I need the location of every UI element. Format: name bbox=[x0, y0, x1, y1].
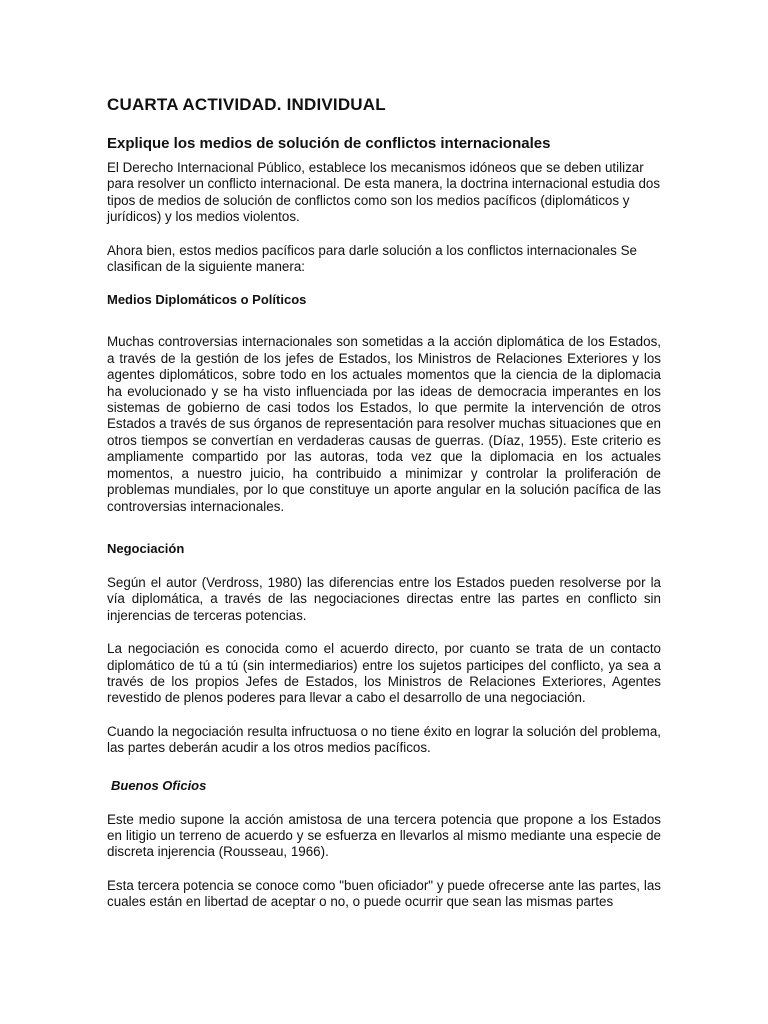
intro-paragraph-1: El Derecho Internacional Público, establece los mecanismos idóneos que se deben utilizar para resolver un conflicto internacional. De esta manera, la doctrina internacional estudia dos tipos de medios de solución de conflictos como son los medios pacíficos (diplomáticos y jurídicos) y los medios violentos. bbox=[107, 160, 661, 225]
negociacion-paragraph-3: Cuando la negociación resulta infructuosa o no tiene éxito en lograr la solución del problema, las partes deberán acudir a los otros medios pacíficos. bbox=[107, 723, 661, 756]
section-heading-buenos-oficios: Buenos Oficios bbox=[111, 777, 207, 793]
negociacion-paragraph-2: La negociación es conocida como el acuerdo directo, por cuanto se trata de un contacto diplomático de tú a tú (sin intermediarios) entre los sujetos participes del conflicto, ya sea a través de los propios Jefes de Estados, los Ministros de Relaciones Exteriores, Agentes revestido de plenos poderes para llevar a cabo el desarrollo de una negociación. bbox=[107, 641, 661, 706]
negociacion-paragraph-1: Según el autor (Verdross, 1980) las diferencias entre los Estados pueden resolverse por la vía diplomática, a través de las negociaciones directas entre las partes en conflicto sin injerencias de terceras potencias. bbox=[107, 574, 661, 623]
section-heading-diplomaticos: Medios Diplomáticos o Políticos bbox=[107, 292, 307, 308]
buenos-oficios-paragraph-2: Esta tercera potencia se conoce como "buen oficiador" y puede ofrecerse ante las partes, las cuales están en libertad de aceptar o no, o puede ocurrir que sean las mismas partes bbox=[107, 877, 661, 910]
document-title: CUARTA ACTIVIDAD. INDIVIDUAL bbox=[107, 95, 386, 114]
diplomaticos-paragraph: Muchas controversias internacionales son sometidas a la acción diplomática de los Estados, a través de la gestión de los jefes de Estados, los Ministros de Relaciones Exteriores y los agentes diplomáticos, sobre todo en los actuales momentos que la ciencia de la diplomacia ha evolucionado y se ha visto influenciada por las ideas de democracia imperantes en los sistemas de gobierno de casi todos los Estados, lo que permite la intervención de otros Estados a través de sus órganos de representación para resolver muchas situaciones que en otros tiempos se convertían en verdaderas causas de guerras. (Díaz, 1955). Este criterio es ampliamente compartido por las autoras, toda vez que la diplomacia en los actuales momentos, a nuestro juicio, ha contribuido a minimizar y controlar la proliferación de problemas mundiales, por lo que constituye un aporte angular en la solución pacífica de las controversias internacionales. bbox=[107, 334, 661, 514]
section-heading-negociacion: Negociación bbox=[107, 540, 185, 556]
buenos-oficios-paragraph-1: Este medio supone la acción amistosa de una tercera potencia que propone a los Estados en litigio un terreno de acuerdo y se esfuerza en llevarlos al mismo mediante una especie de discreta injerencia (Rousseau, 1966). bbox=[107, 811, 661, 860]
intro-paragraph-2: Ahora bien, estos medios pacíficos para darle solución a los conflictos internacionales Se clasifican de la siguiente manera: bbox=[107, 242, 637, 275]
question-heading: Explique los medios de solución de conflictos internacionales bbox=[107, 135, 551, 152]
